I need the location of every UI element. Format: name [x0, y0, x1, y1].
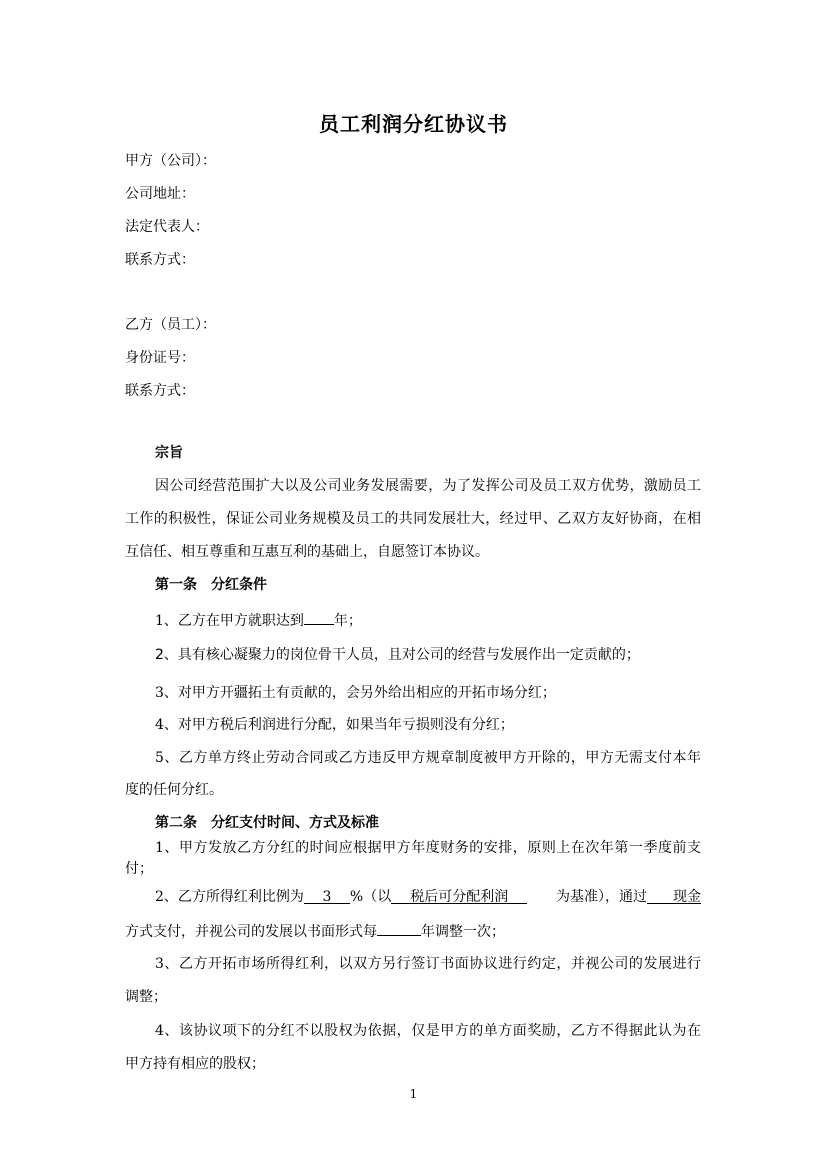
article-2-item-1-line-2: 付； — [125, 861, 153, 877]
party-a-contact-label: 联系方式： — [125, 252, 195, 268]
article-2-item-4-line-2: 甲方持有相应的股权； — [125, 1056, 265, 1072]
document-title: 员工利润分红协议书 — [319, 112, 508, 136]
party-a-representative-label: 法定代表人： — [125, 219, 209, 235]
party-a-name-label: 甲方（公司）： — [125, 153, 216, 169]
article-1-item-1: 1、乙方在甲方就职达到 年； — [155, 609, 362, 630]
article-1-number: 第一条 — [155, 577, 197, 593]
adjust-years-blank — [377, 920, 421, 936]
article-2-item-4-line-1: 4、该协议项下的分红不以股权为依据，仅是甲方的单方面奖励，乙方不得据此认为在 — [155, 1023, 701, 1039]
article-2-title: 分红支付时间、方式及标准 — [211, 815, 379, 831]
article-1-item-3: 3、对甲方开疆拓土有贡献的，会另外给出相应的开拓市场分红； — [155, 685, 556, 701]
payment-method-value: 现金 — [647, 888, 701, 904]
article-1-item-5-line-1: 5、乙方单方终止劳动合同或乙方违反甲方规章制度被甲方开除的，甲方无需支付本年 — [155, 750, 701, 766]
article-2-item-1-line-1: 1、甲方发放乙方分红的时间应根据甲方年度财务的安排，原则上在次年第一季度前支 — [155, 840, 701, 856]
party-b-contact-label: 联系方式： — [125, 383, 195, 399]
article-2-item-3-line-1: 3、乙方开拓市场所得红利，以双方另行签订书面协议进行约定，并视公司的发展进行 — [155, 956, 701, 972]
purpose-line-3: 互信任、相互尊重和互惠互利的基础上，自愿签订本协议。 — [125, 544, 489, 560]
article-2-heading — [155, 814, 379, 832]
article-1-heading — [155, 576, 267, 594]
party-a-address-label: 公司地址： — [125, 186, 195, 202]
profit-base-value: 税后可分配利润 — [391, 888, 527, 904]
article-2-item-2-line-1: 2、乙方所得红利比例为 3 %（以 税后可分配利润 为基准），通过 现金 — [155, 889, 701, 905]
article-1-item-4: 4、对甲方税后利润进行分配，如果当年亏损则没有分红； — [155, 717, 514, 733]
purpose-heading: 宗旨 — [155, 445, 183, 461]
article-1-item-2: 2、具有核心凝聚力的岗位骨干人员，且对公司的经营与发展作出一定贡献的； — [155, 647, 640, 663]
purpose-line-2: 工作的积极性，保证公司业务规模及员工的共同发展壮大，经过甲、乙双方友好协商，在相 — [125, 511, 701, 527]
article-2-item-2-line-2: 方式支付，并视公司的发展以书面形式每 年调整一次； — [125, 920, 505, 941]
purpose-line-1: 因公司经营范围扩大以及公司业务发展需要，为了发挥公司及员工双方优势，激励员工 — [155, 478, 701, 494]
article-2-item-3-line-2: 调整； — [125, 989, 167, 1005]
party-b-id-label: 身份证号： — [125, 350, 195, 366]
ratio-value: 3 — [304, 888, 350, 904]
article-2-number: 第二条 — [155, 815, 197, 831]
article-1-item-5-line-2: 度的任何分红。 — [125, 782, 223, 798]
article-1-title: 分红条件 — [211, 577, 267, 593]
page-number: 1 — [409, 1087, 418, 1101]
party-b-name-label: 乙方（员工）： — [125, 317, 216, 333]
years-blank — [304, 609, 334, 625]
